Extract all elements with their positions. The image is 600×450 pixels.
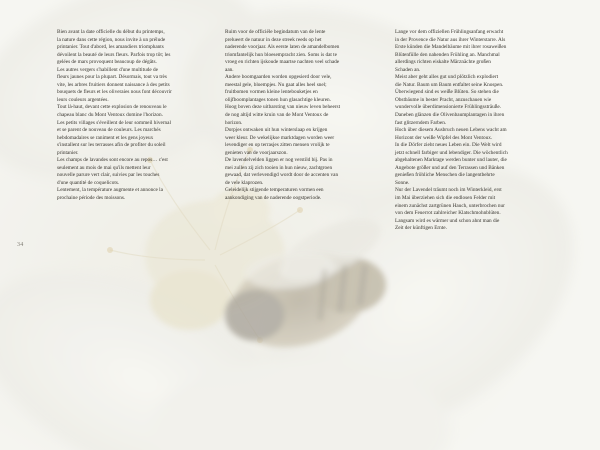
text-line: Langsam wird es wärmer und schon ahnt man die	[395, 217, 500, 224]
text-line: Obstbäume in bester Pracht, anzuschauen wie	[395, 96, 492, 103]
text-line: Sonne.	[395, 179, 410, 186]
text-line: leurs couleurs argentées.	[57, 96, 109, 103]
text-line: mei zullen zij zich tooien in hun nieuw, zachtgroen	[225, 164, 333, 171]
text-line: Andere boomgaarden worden opgesierd door vele,	[225, 74, 332, 81]
text-line: fast glitzerndem Farben.	[395, 119, 447, 126]
text-line: in der Provence die Natur aus ihrer Winterstarre. Als	[395, 36, 506, 43]
text-line: triomfantelijk hun bloesempracht zien. Soms is dat te	[225, 51, 337, 58]
page-number: 34	[17, 242, 24, 248]
text-line: Hoch über diesem Ausbruch neuen Lebens wacht am	[395, 127, 507, 134]
text-line: Les champs de lavandes sont encore au repos… c'est	[57, 157, 168, 164]
text-line: horizon.	[225, 119, 243, 126]
text-line: genieten van de voorjaarszon.	[225, 149, 288, 156]
text-line: im Mai überziehen sich die endlosen Felder mit	[395, 195, 496, 202]
german-text-column	[395, 29, 545, 233]
text-line: olijfboomplantages tonen hun glasachtige kleuren.	[225, 96, 331, 103]
text-line: de vele klaprozen.	[225, 179, 264, 186]
text-line: de nog altijd witte kruin van de Mont Ventoux de	[225, 112, 329, 119]
text-line: von dem Feuerrot zahlreicher Klatschmohnblüten.	[395, 210, 501, 217]
text-line: Tout là-haut, devant cette explosion de renouveau le	[57, 104, 167, 111]
text-line: Überwiegend sind es weiße Blüten. So stehen die	[395, 89, 499, 96]
text-line: einem zunächst zartgrünen Hauch, unterbrochen nur	[395, 202, 505, 209]
text-line: Horizont der weiße Wipfel des Mont Ventoux.	[395, 134, 493, 141]
text-line: die Natur. Baum um Baum entfaltet seine Knospen.	[395, 81, 504, 88]
text-line: chapeau blanc du Mont Ventoux domine l'horizon.	[57, 112, 163, 119]
text-line: fleurs jaunes pour la plupart. Désormais, tout va très	[57, 74, 167, 81]
text-line: abgehaltenen Marktage werden bunter und lauter, die	[395, 157, 507, 164]
text-line: allerdings richten eiskalte Märznächte großen	[395, 59, 491, 66]
text-line: De lavendelvelden liggen er nog verstild bij. Pas in	[225, 157, 333, 164]
text-line: prelueert de natuur in deze streek reeds op het	[225, 36, 322, 43]
text-line: prochaine période des moissons.	[57, 195, 126, 202]
text-line: Geleidelijk stijgende temperaturen vormen een	[225, 187, 324, 194]
text-line: levendiger en op terrasjes zitten mensen vrolijk te	[225, 142, 330, 149]
text-line: vroeg en richten ijskoude maartse nachten veel schade	[225, 59, 340, 66]
text-line: seulement au mois de mai qu'ils mettent leur	[57, 164, 151, 171]
text-line: printanier.	[57, 149, 79, 156]
text-line: naderende voorjaar. Als eerste laten de amandelbomen	[225, 44, 340, 51]
text-line: weer kleur. De wekelijkse marktdagen worden weer	[225, 134, 335, 141]
text-line: Erste künden die Mandelbäume mit ihrer rosaweißen	[395, 44, 507, 51]
text-line: Ruim voor de officiële begindatum van de lente	[225, 29, 326, 35]
text-line: nouvelle parure vert clair, suivies par les touches	[57, 172, 160, 179]
text-line: Hoog boven deze uitbarsting van nieuw leven beheerst	[225, 104, 341, 111]
dutch-text-column	[225, 29, 373, 203]
text-line: Lentement, la température augmente et annonce la	[57, 187, 163, 194]
french-text-column	[57, 29, 205, 203]
text-line: la nature dans cette région, nous invite à un prélude	[57, 36, 166, 43]
text-line: d'une quantité de coquelicots.	[57, 179, 120, 186]
text-line: genießen fröhliche Menschen die langentbehrte	[395, 172, 495, 179]
text-line: Zeit der künftigen Ernte.	[395, 225, 447, 232]
text-line: s'installent sur les terrasses afin de profiter du soleil	[57, 142, 166, 149]
text-line: Dorpjes ontwaken uit hun winterslaap en krijgen	[225, 127, 328, 134]
text-line: Meist aber geht alles gut und plötzlich explodiert	[395, 74, 499, 81]
text-line: et se parent de nouveau de couleurs. Les marchés	[57, 127, 161, 134]
text-line: aankondiging van de naderende oogstperiode.	[225, 195, 322, 202]
text-line: wundervolle überdimensionierte Frühlingssträuße.	[395, 104, 501, 111]
text-line: Daneben glänzen die Olivenbaumplantagen in ihren	[395, 112, 505, 119]
text-line: Les petits villages s'éveillent de leur sommeil hivernal	[57, 119, 171, 126]
text-line: jetzt schnell farbiger und lebendiger. Die wöchentlich	[395, 149, 508, 156]
text-line: dévoilent la beauté de leurs fleurs. Parfois trop tôt; les	[57, 51, 171, 58]
text-line: fruitbomen vormen kleine lentebouketjes en	[225, 89, 318, 96]
text-line: gelées de mars provoquent beaucoup de dégâts.	[57, 59, 157, 66]
text-line: printanier. Tout d'abord, les amandiers triomphants	[57, 44, 164, 51]
text-line: gewaad, dat verlevendigd wordt door de accenten van	[225, 172, 339, 179]
text-line: Lange vor dem offiziellen Frühlingsanfang erwacht	[395, 29, 504, 35]
text-line: In die Dörfer zieht neues Leben ein. Die Welt wird	[395, 142, 502, 149]
text-line: meestal gele, bloempjes. Nu gaat alles heel snel;	[225, 81, 327, 88]
text-line: Angebote größer und auf den Terrassen und Bänken	[395, 164, 505, 171]
text-line: Nur der Lavendel träumt noch im Winterkleid, erst	[395, 187, 502, 194]
text-line: Bien avant la date officielle du début du printemps,	[57, 29, 165, 35]
text-line: Les autres vergers s'habillent d'une multitude de	[57, 66, 158, 73]
text-line: Schaden an.	[395, 66, 421, 73]
text-line: hebdomadaires se raniment et les gens joyeux	[57, 134, 154, 141]
text-line: aan.	[225, 66, 234, 73]
text-line: bouquets de fleurs et les oliveraies nous font découvrir	[57, 89, 172, 96]
text-line: Blütenfülle den nahenden Frühling an. Manchmal	[395, 51, 500, 58]
text-line: vite, les arbres fruitiers donnent naissance à des petits	[57, 81, 170, 88]
